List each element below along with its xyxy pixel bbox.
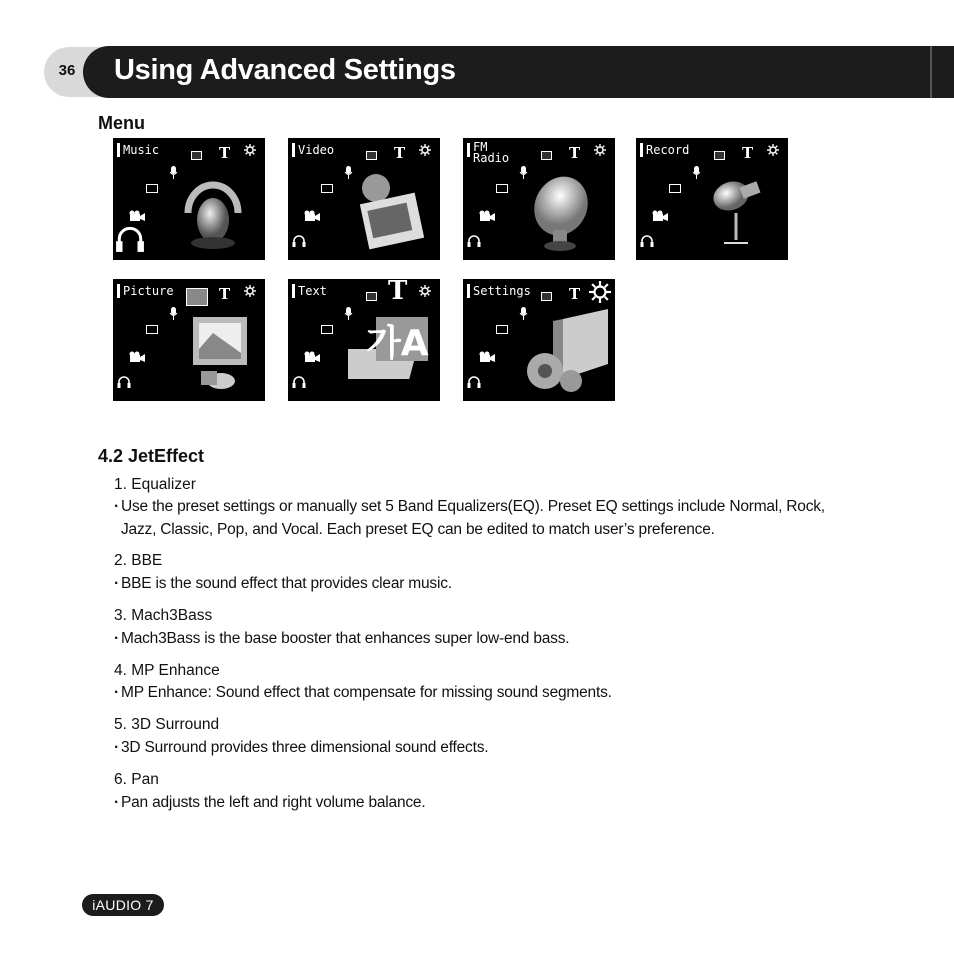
settings-icon [767, 143, 779, 161]
item-desc-pan: · Pan adjusts the left and right volume balance. [114, 794, 426, 811]
radio-icon [496, 325, 508, 334]
radio-icon [321, 325, 333, 334]
selection-marker [467, 143, 470, 157]
menu-screen-picture [113, 279, 265, 401]
item-title-3d-surround: 5. 3D Surround [114, 716, 220, 733]
settings-icon [244, 284, 256, 302]
text-icon: T [388, 279, 408, 306]
selection-marker [640, 143, 643, 157]
product-badge: iAUDIO 7 [82, 894, 164, 916]
video-camera-icon [652, 208, 668, 226]
picture-icon [366, 151, 377, 160]
settings-icon [589, 281, 611, 308]
selection-marker [292, 284, 295, 298]
text-icon: T [569, 285, 581, 303]
menu-screen-settings [463, 279, 615, 401]
item-desc-bbe: · BBE is the sound effect that provides clear music. [114, 575, 452, 592]
picture-illustration [173, 309, 253, 399]
item-desc-equalizer: · Use the preset settings or manually set 5 Band Equalizers(EQ). Preset EQ settings include Normal, Rock, [114, 498, 825, 515]
video-illustration [348, 168, 428, 258]
screen-label: Picture [123, 284, 174, 298]
menu-screen-fm-radio [463, 138, 615, 260]
item-title-mp-enhance: 4. MP Enhance [114, 662, 220, 679]
item-title-mach3bass: 3. Mach3Bass [114, 607, 213, 624]
header-bar-divider [930, 46, 932, 98]
item-desc-mp-enhance: · MP Enhance: Sound effect that compensate for missing sound segments. [114, 684, 612, 701]
text-icon: T [219, 285, 231, 303]
menu-heading: Menu [98, 113, 145, 133]
menu-screen-record [636, 138, 788, 260]
radio-icon [321, 184, 333, 193]
svg-text:가A: 가A [366, 323, 429, 364]
headphones-icon [115, 224, 145, 257]
video-camera-icon [479, 349, 495, 367]
settings-icon [244, 143, 256, 161]
settings-icon [419, 284, 431, 302]
music-illustration [173, 168, 253, 258]
text-icon: T [394, 144, 406, 162]
screen-label: FM Radio [473, 140, 510, 165]
radio-icon [669, 184, 681, 193]
fm-radio-illustration [523, 168, 603, 258]
headphones-icon [117, 375, 131, 393]
picture-icon [541, 292, 552, 301]
menu-screen-video [288, 138, 440, 260]
selection-marker [117, 284, 120, 298]
record-illustration [696, 168, 776, 258]
video-camera-icon [304, 208, 320, 226]
menu-screen-text [288, 279, 440, 401]
page-title: Using Advanced Settings [114, 54, 456, 86]
screen-label: Video [298, 143, 335, 157]
selection-marker [467, 284, 470, 298]
page-number: 36 [58, 62, 76, 79]
radio-icon [146, 325, 158, 334]
item-title-pan: 6. Pan [114, 771, 159, 788]
screen-label: Music [123, 143, 160, 157]
settings-illustration [523, 309, 613, 399]
jeteffect-heading: 4.2 JetEffect [98, 446, 205, 466]
headphones-icon [467, 375, 481, 393]
item-desc-equalizer-cont: Jazz, Classic, Pop, and Vocal. Each preset EQ can be edited to match user’s preference. [121, 521, 715, 538]
text-icon: T [742, 144, 754, 162]
item-title-bbe: 2. BBE [114, 552, 163, 569]
menu-screen-music [113, 138, 265, 260]
settings-icon [594, 143, 606, 161]
selection-marker [292, 143, 295, 157]
video-camera-icon [304, 349, 320, 367]
item-title-equalizer: 1. Equalizer [114, 476, 196, 493]
screen-label: Settings [473, 284, 531, 298]
headphones-icon [640, 234, 654, 252]
selection-marker [117, 143, 120, 157]
headphones-icon [292, 375, 306, 393]
picture-icon [541, 151, 552, 160]
radio-icon [146, 184, 158, 193]
settings-icon [419, 143, 431, 161]
video-camera-icon [479, 208, 495, 226]
picture-icon [714, 151, 725, 160]
radio-icon [496, 184, 508, 193]
picture-icon [191, 151, 202, 160]
text-icon: T [219, 144, 231, 162]
headphones-icon [292, 234, 306, 252]
video-camera-icon [129, 349, 145, 367]
item-desc-mach3bass: · Mach3Bass is the base booster that enhances super low-end bass. [114, 630, 570, 647]
item-desc-3d-surround: · 3D Surround provides three dimensional sound effects. [114, 739, 489, 756]
picture-icon [186, 288, 208, 306]
screen-label: Record [646, 143, 690, 157]
text-illustration [348, 309, 433, 399]
picture-icon [366, 292, 377, 301]
screen-label: Text [298, 284, 327, 298]
text-icon: T [569, 144, 581, 162]
headphones-icon [467, 234, 481, 252]
